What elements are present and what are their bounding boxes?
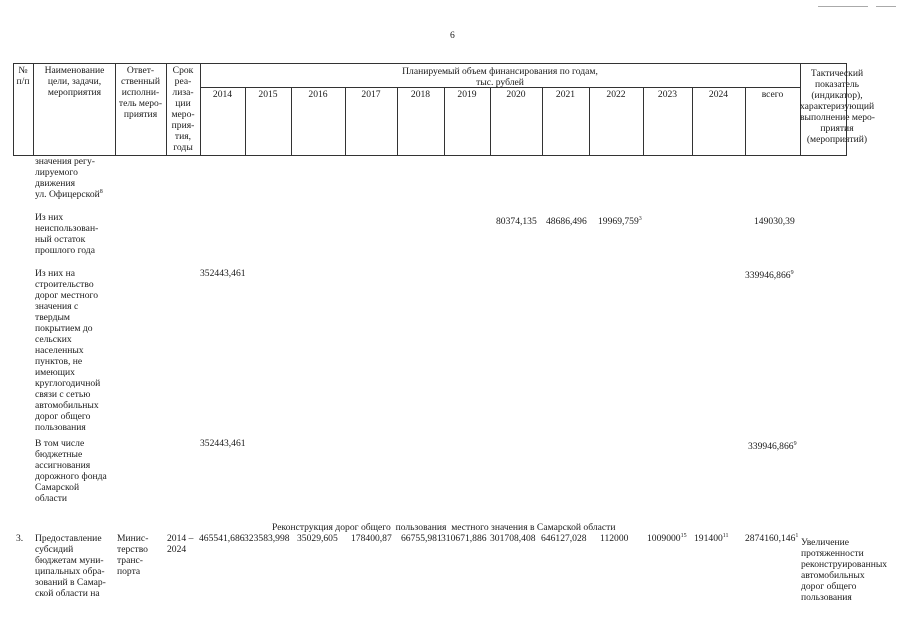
row3-indicator: Увеличение протяженности реконструированных автомобильных дорог общего пользования — [801, 537, 888, 603]
header-name: Наименование цели, задачи, мероприятия — [44, 65, 105, 98]
row3-number: 3. — [16, 533, 24, 544]
year-header: 2020 — [506, 89, 526, 100]
row-fund-total: 339946,866$^9$ — [748, 440, 797, 452]
row3-name: Предоставление субсидий бюджетам муни- ципальных обра- зований в Самар- ской области на — [35, 533, 106, 599]
row-construction-2014: 352443,461 — [200, 268, 246, 279]
year-header: 2015 — [258, 89, 278, 100]
row-unused-total: 149030,39 — [754, 216, 795, 227]
row3-2016: 35029,605 — [297, 533, 338, 544]
continuation-text: значения регу- лируемого движения ул. Офицерской$^8$ — [35, 156, 103, 200]
row3-2014: 465541,686 — [199, 533, 245, 544]
row-fund-label: В том числе бюджетные ассигнования дорожного фонда Самарской области — [35, 438, 107, 504]
row3-2023: 1009000$^{15}$ — [647, 532, 687, 544]
year-header: 2018 — [410, 89, 431, 100]
year-header: 2017 — [361, 89, 381, 100]
row3-2021: 646127,028 — [541, 533, 587, 544]
row-construction-label: Из них на строительство дорог местного значения с твердым покрытием до сельских населенных пунктов, не имеющих круглогодичной связи с сетью автомобильных дорог общего пользования — [35, 268, 101, 433]
row-fund-2014: 352443,461 — [200, 438, 246, 449]
year-header: 2022 — [606, 89, 626, 100]
year-header: 2021 — [555, 89, 576, 100]
row-unused-2022: 19969,759$^3$ — [598, 215, 642, 227]
row-unused-2021: 48686,496 — [546, 216, 587, 227]
header-responsible: Ответ- ственный исполни- тель меро- приятия — [118, 65, 163, 120]
header-number: № п/п — [16, 65, 30, 87]
row3-2015: 323583,998 — [244, 533, 290, 544]
row-construction-total: 339946,866$^9$ — [745, 269, 794, 281]
row3-2019: 310671,886 — [441, 533, 487, 544]
row-unused-2020: 80374,135 — [496, 216, 537, 227]
header-indicator: Тактический показатель (индикатор), характеризующий выполнение меро- приятия (мероприятий) — [800, 68, 876, 145]
row3-2020: 301708,408 — [490, 533, 536, 544]
row3-2018: 66755,981 — [401, 533, 442, 544]
year-header: 2016 — [308, 89, 328, 100]
year-header: 2014 — [212, 89, 233, 100]
row3-2024: 191400$^{11}$ — [694, 532, 729, 544]
row3-2017: 178400,87 — [351, 533, 392, 544]
row3-responsible: Минис- терство транс- порта — [117, 533, 149, 577]
row3-term: 2014 – 2024 — [167, 533, 194, 555]
page-number: 6 — [450, 30, 455, 41]
row3-2022: 112000 — [600, 533, 629, 544]
row3-total: 2874160,146$^1$ — [745, 532, 799, 544]
header-term: Срок реа- лиза- ции меро- прия- тия, годы — [171, 65, 195, 153]
year-header: 2023 — [657, 89, 678, 100]
year-header: 2019 — [457, 89, 477, 100]
row-unused-label: Из них неиспользован- ный остаток прошлого года — [35, 212, 99, 256]
year-header-total: всего — [761, 89, 784, 100]
header-funding: Планируемый объем финансирования по годам, тыс. рублей — [402, 66, 598, 88]
year-header: 2024 — [708, 89, 729, 100]
section-title: Реконструкция дорог общего пользования местного значения в Самарской области — [272, 522, 616, 533]
